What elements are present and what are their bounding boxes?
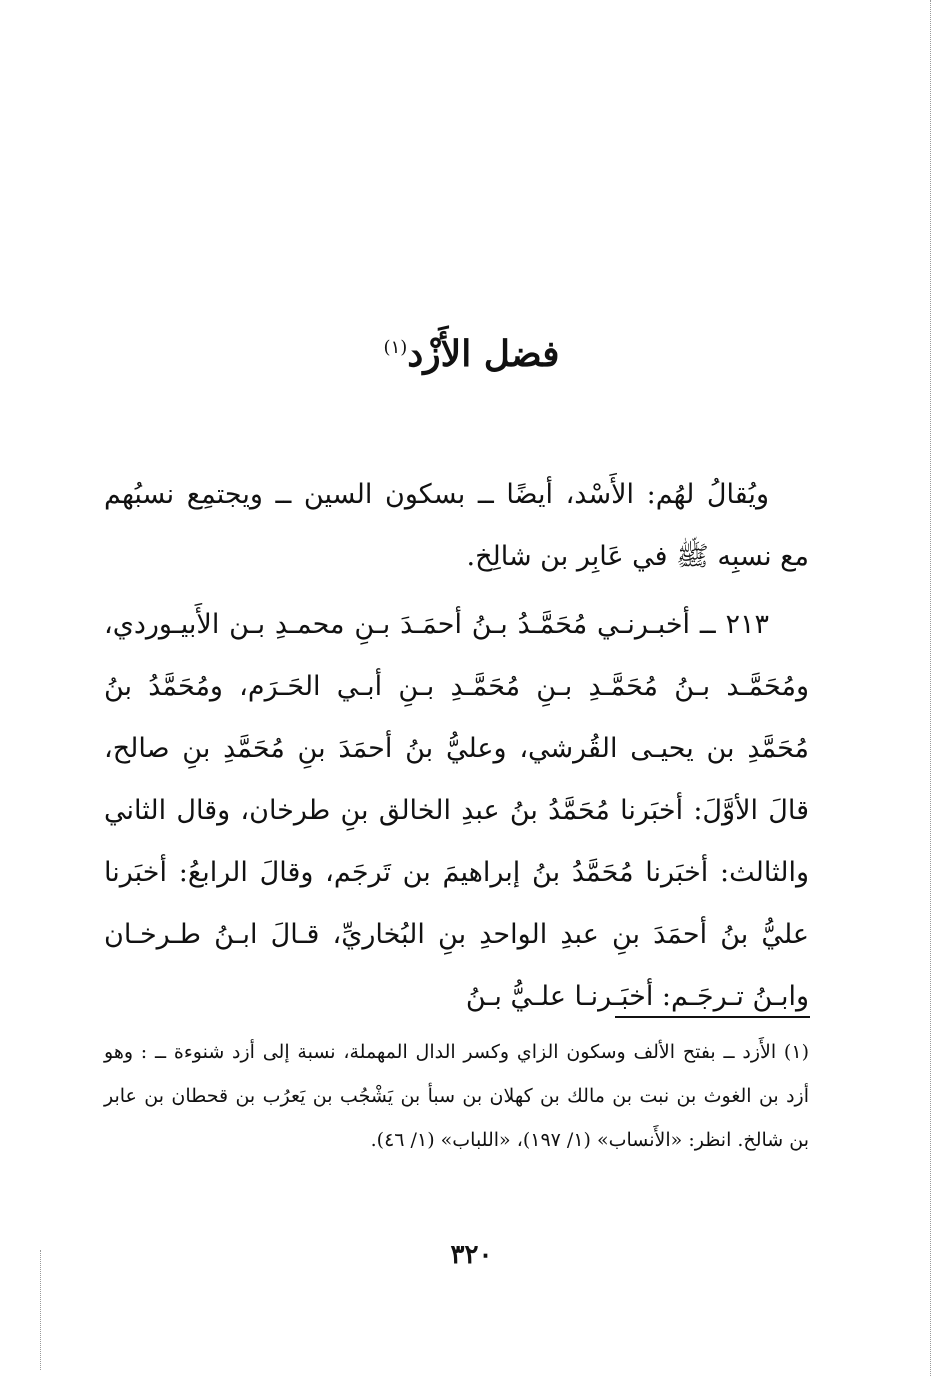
paragraph-intro: ويُقالُ لهُم: الأَسْد، أيضًا ــ بسكون السين ــ ويجتمِع نسبُهم مع نسبِه ﷺ في عَابِر بن شالِخ. [104, 479, 809, 572]
paragraph-hadith-213: ٢١٣ ــ أخبـرنـي مُحَمَّـدُ بـنُ أحمَـدَ بـنِ محمـدِ بـن الأَبيـوردي، ومُحَمَّـد بـنُ مُحَمَّـدِ بـنِ مُحَمَّـدِ بـنِ أبـي الحَـرَم، ومُحَمَّدُ بنُ مُحَمَّدِ بن يحيـى القُرشي، وعليُّ بنُ أحمَدَ بنِ مُحَمَّدِ بنِ صالح، قالَ الأوَّلَ: أخبَرنا مُحَمَّدُ بنُ عبدِ الخالق بنِ طرخان، وقال الثاني والثالث: أخبَرنا مُحَمَّدُ بنُ إبراهيمَ بن تَرجَم، وقالَ الرابعُ: أخبَرنا عليُّ بنُ أحمَدَ بنِ عبدِ الواحدِ بنِ البُخاريِّ، قـالَ ابـنُ طـرخـان وابـنُ تـرجَـم: أخبَـرنـا علـيُّ بـنُ [104, 609, 809, 1012]
footnote-marker: (١) [383, 337, 408, 358]
footnote [104, 1030, 809, 1162]
heading-title: فضل الأَزْد [407, 333, 560, 375]
page-number: ٣٢٠ [450, 1240, 493, 1270]
footnote-text: (١) الأَزد ــ بفتح الألف وسكون الزاي وكسر الدال المهملة، نسبة إلى أزد شنوءة ــ : وهو أزد بن الغوث بن نبت بن مالك بن كهلان بن سبأ بن يَشْجُب بن يَعرُب بن قحطان بن عابر بن شالخ. انظر: «الأَنساب» (١/ ١٩٧)، «اللباب» (١/ ٤٦). [104, 1041, 809, 1151]
footnote-separator [615, 1016, 810, 1018]
main-text [104, 464, 809, 1028]
scan-margin-line [930, 0, 931, 1376]
section-heading [0, 318, 943, 384]
